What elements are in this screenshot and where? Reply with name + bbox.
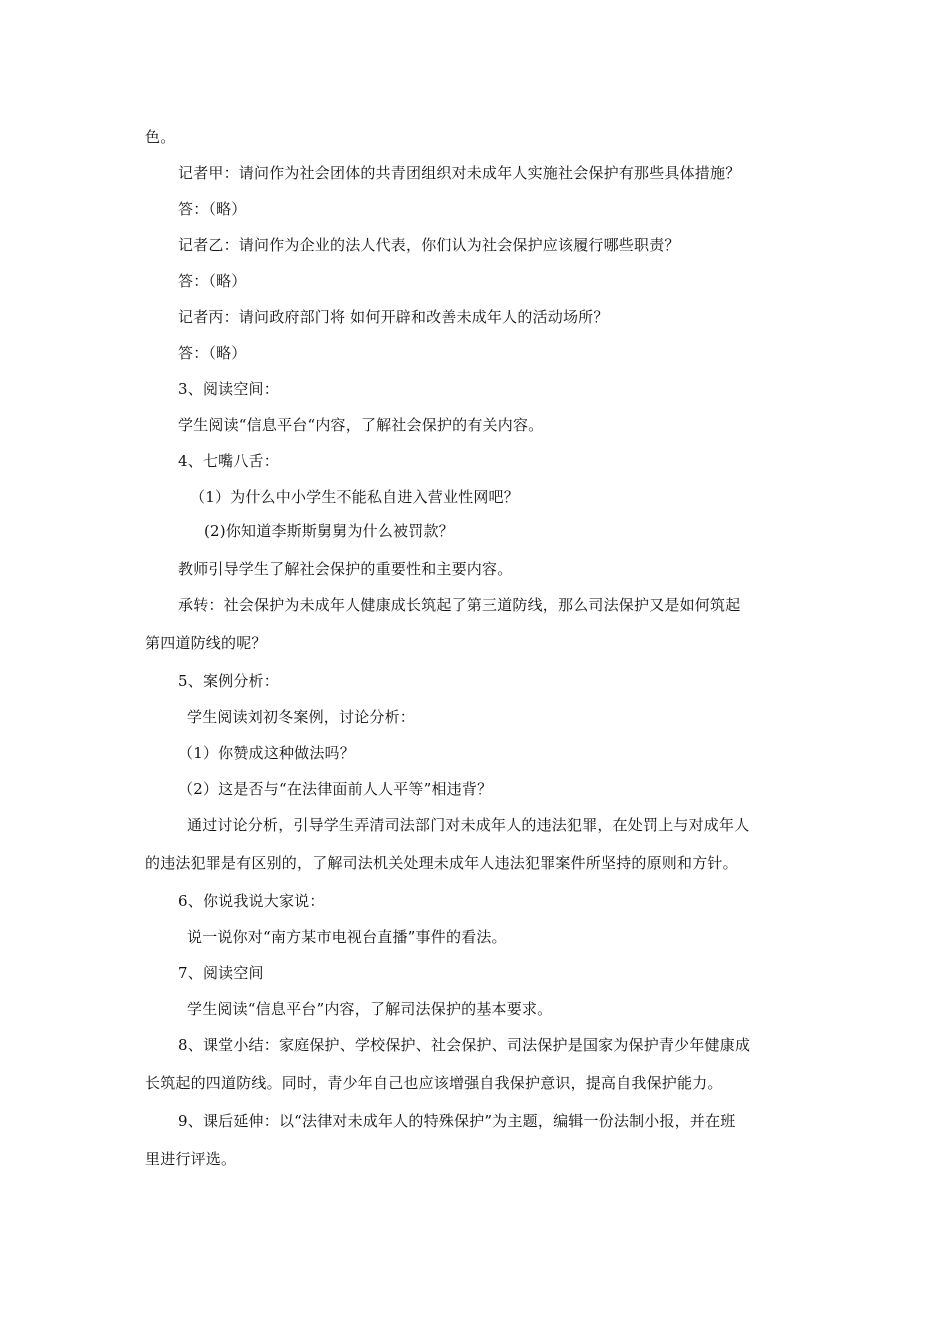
text-line: 答：（略） <box>178 272 247 290</box>
text-line: 学生阅读刘初冬案例，讨论分析： <box>187 708 416 726</box>
text-line: 长筑起的四道防线。同时，青少年自己也应该增强自我保护意识，提高自我保护能力。 <box>145 1074 723 1092</box>
text-line: 8、课堂小结：家庭保护、学校保护、社会保护、司法保护是国家为保护青少年健康成 <box>178 1036 751 1054</box>
text-line: 说一说你对“南方某市电视台直播”事件的看法。 <box>187 928 507 946</box>
text-line: 9、课后延伸：以“法律对未成年人的特殊保护”为主题，编辑一份法制小报，并在班 <box>178 1112 736 1130</box>
question-item: （2）这是否与“在法律面前人人平等”相违背？ <box>178 780 493 798</box>
text-line: 通过讨论分析，引导学生弄清司法部门对未成年人的违法犯罪，在处罚上与对成年人 <box>187 816 750 834</box>
text-line: 色。 <box>145 128 176 146</box>
text-line: 记者乙：请问作为企业的法人代表，你们认为社会保护应该履行哪些职责？ <box>178 236 680 254</box>
text-line: 第四道防线的呢？ <box>145 634 267 652</box>
text-line: 学生阅读“信息平台”内容，了解司法保护的基本要求。 <box>187 1000 553 1018</box>
text-line: 记者丙：请问政府部门将 如何开辟和改善未成年人的活动场所？ <box>178 308 609 326</box>
section-heading: 3、阅读空间： <box>178 380 279 398</box>
question-item: (2)你知道李斯斯舅舅为什么被罚款？ <box>204 522 454 540</box>
section-heading: 6、你说我说大家说： <box>178 892 325 910</box>
text-line: 教师引导学生了解社会保护的重要性和主要内容。 <box>178 560 513 578</box>
question-item: （1）你赞成这种做法吗？ <box>178 744 355 762</box>
section-heading: 4、七嘴八舌： <box>178 452 279 470</box>
text-line: 的违法犯罪是有区别的，了解司法机关处理未成年人违法犯罪案件所坚持的原则和方针。 <box>145 854 738 872</box>
text-line: 里进行评选。 <box>145 1150 237 1168</box>
question-item: （1）为什么中小学生不能私自进入营业性网吧？ <box>190 488 519 506</box>
section-heading: 7、阅读空间 <box>178 964 264 982</box>
section-heading: 5、案例分析： <box>178 672 279 690</box>
text-line: 记者甲：请问作为社会团体的共青团组织对未成年人实施社会保护有那些具体措施？ <box>178 164 741 182</box>
text-line: 学生阅读“信息平台“内容，了解社会保护的有关内容。 <box>178 416 544 434</box>
text-line: 答：（略） <box>178 344 247 362</box>
text-line: 承转：社会保护为未成年人健康成长筑起了第三道防线，那么司法保护又是如何筑起 <box>178 596 741 614</box>
text-line: 答：（略） <box>178 200 247 218</box>
